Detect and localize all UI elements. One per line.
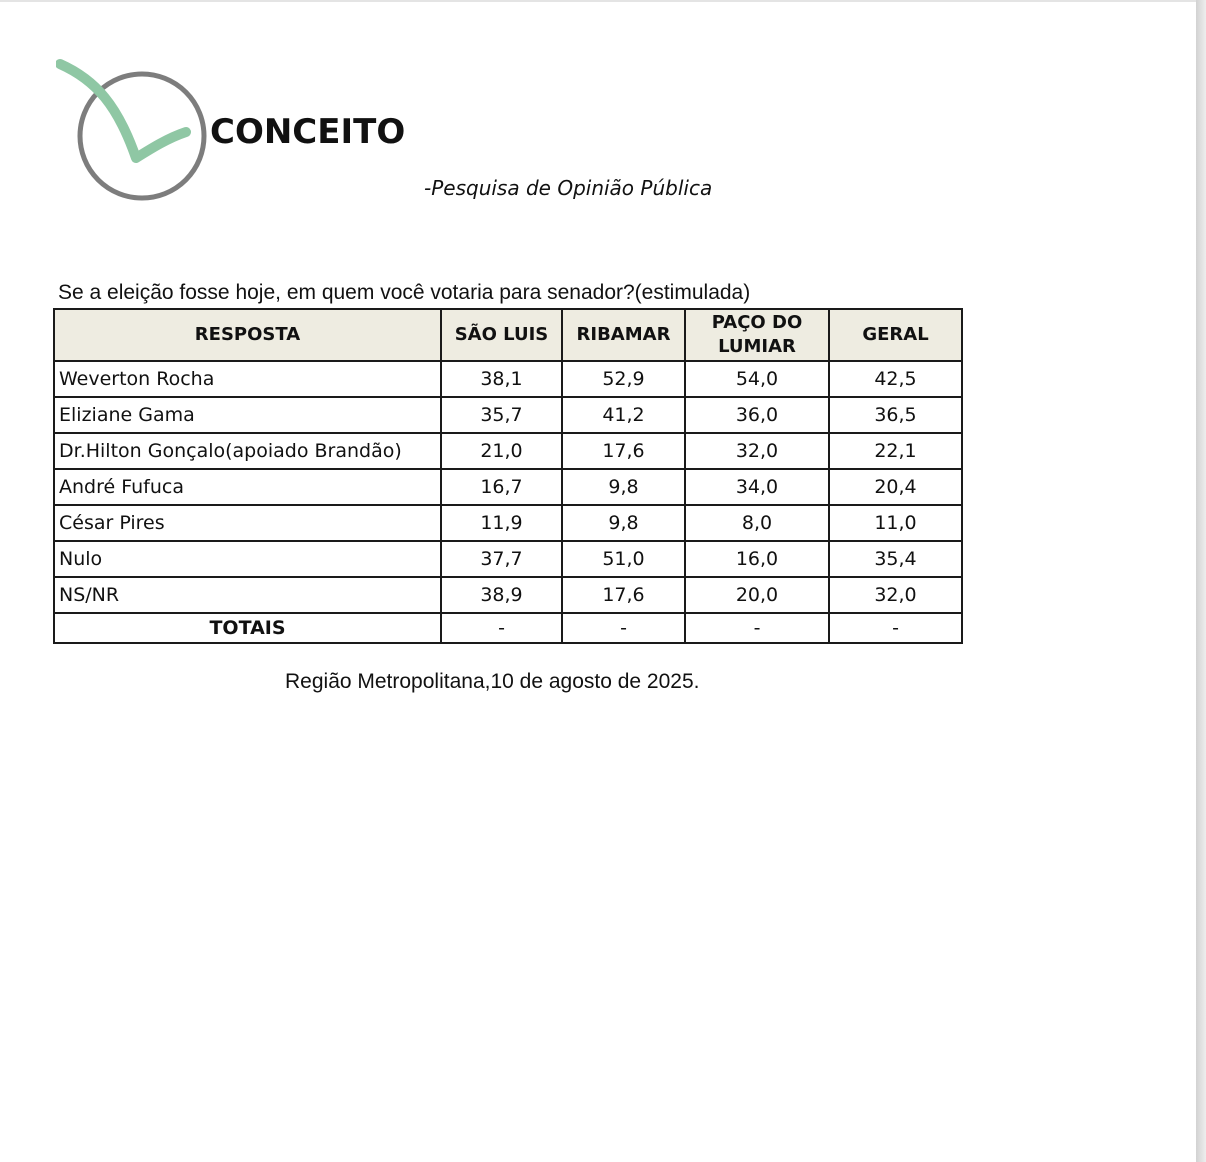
cell-sao-luis: 37,7 [441,541,562,577]
candidate-name: André Fufuca [54,469,441,505]
table-row [54,541,962,577]
page-edge-shadow [1196,0,1206,1162]
totals-geral: - [829,613,962,643]
table-row [54,505,962,541]
totals-paco-do-lumiar: - [685,613,829,643]
column-header-ribamar: RIBAMAR [562,309,685,361]
cell-geral: 35,4 [829,541,962,577]
cell-ribamar: 9,8 [562,505,685,541]
candidate-name: Eliziane Gama [54,397,441,433]
cell-ribamar: 41,2 [562,397,685,433]
table-row [54,469,962,505]
cell-ribamar: 9,8 [562,469,685,505]
checkmark-circle-icon [56,58,216,203]
cell-geral: 11,0 [829,505,962,541]
table-row [54,361,962,397]
table-row [54,433,962,469]
cell-ribamar: 17,6 [562,577,685,613]
cell-paco-do-lumiar: 16,0 [685,541,829,577]
cell-paco-do-lumiar: 32,0 [685,433,829,469]
results-table [53,308,963,644]
column-header-resposta: RESPOSTA [54,309,441,361]
cell-paco-do-lumiar: 8,0 [685,505,829,541]
totals-label: TOTAIS [54,613,441,643]
cell-geral: 32,0 [829,577,962,613]
brand-name: CONCEITO [210,112,406,152]
candidate-name: Weverton Rocha [54,361,441,397]
cell-geral: 20,4 [829,469,962,505]
candidate-name: César Pires [54,505,441,541]
totals-sao-luis: - [441,613,562,643]
column-header-paco-do-lumiar: PAÇO DO LUMIAR [685,309,829,361]
cell-sao-luis: 38,9 [441,577,562,613]
column-header-sao-luis: SÃO LUIS [441,309,562,361]
column-header-geral: GERAL [829,309,962,361]
cell-sao-luis: 38,1 [441,361,562,397]
cell-geral: 42,5 [829,361,962,397]
cell-sao-luis: 35,7 [441,397,562,433]
location-date: Região Metropolitana,10 de agosto de 2025. [285,670,700,693]
cell-sao-luis: 11,9 [441,505,562,541]
totals-row [54,613,962,643]
candidate-name: NS/NR [54,577,441,613]
cell-sao-luis: 16,7 [441,469,562,505]
cell-ribamar: 17,6 [562,433,685,469]
tagline: -Pesquisa de Opinião Pública [424,176,713,200]
candidate-name: Nulo [54,541,441,577]
table-header-row [54,309,962,361]
cell-ribamar: 52,9 [562,361,685,397]
cell-paco-do-lumiar: 20,0 [685,577,829,613]
totals-ribamar: - [562,613,685,643]
cell-paco-do-lumiar: 54,0 [685,361,829,397]
cell-geral: 36,5 [829,397,962,433]
survey-question: Se a eleição fosse hoje, em quem você votaria para senador?(estimulada) [58,281,751,304]
table-row [54,577,962,613]
cell-paco-do-lumiar: 36,0 [685,397,829,433]
table-row [54,397,962,433]
cell-sao-luis: 21,0 [441,433,562,469]
cell-ribamar: 51,0 [562,541,685,577]
cell-geral: 22,1 [829,433,962,469]
candidate-name: Dr.Hilton Gonçalo(apoiado Brandão) [54,433,441,469]
cell-paco-do-lumiar: 34,0 [685,469,829,505]
